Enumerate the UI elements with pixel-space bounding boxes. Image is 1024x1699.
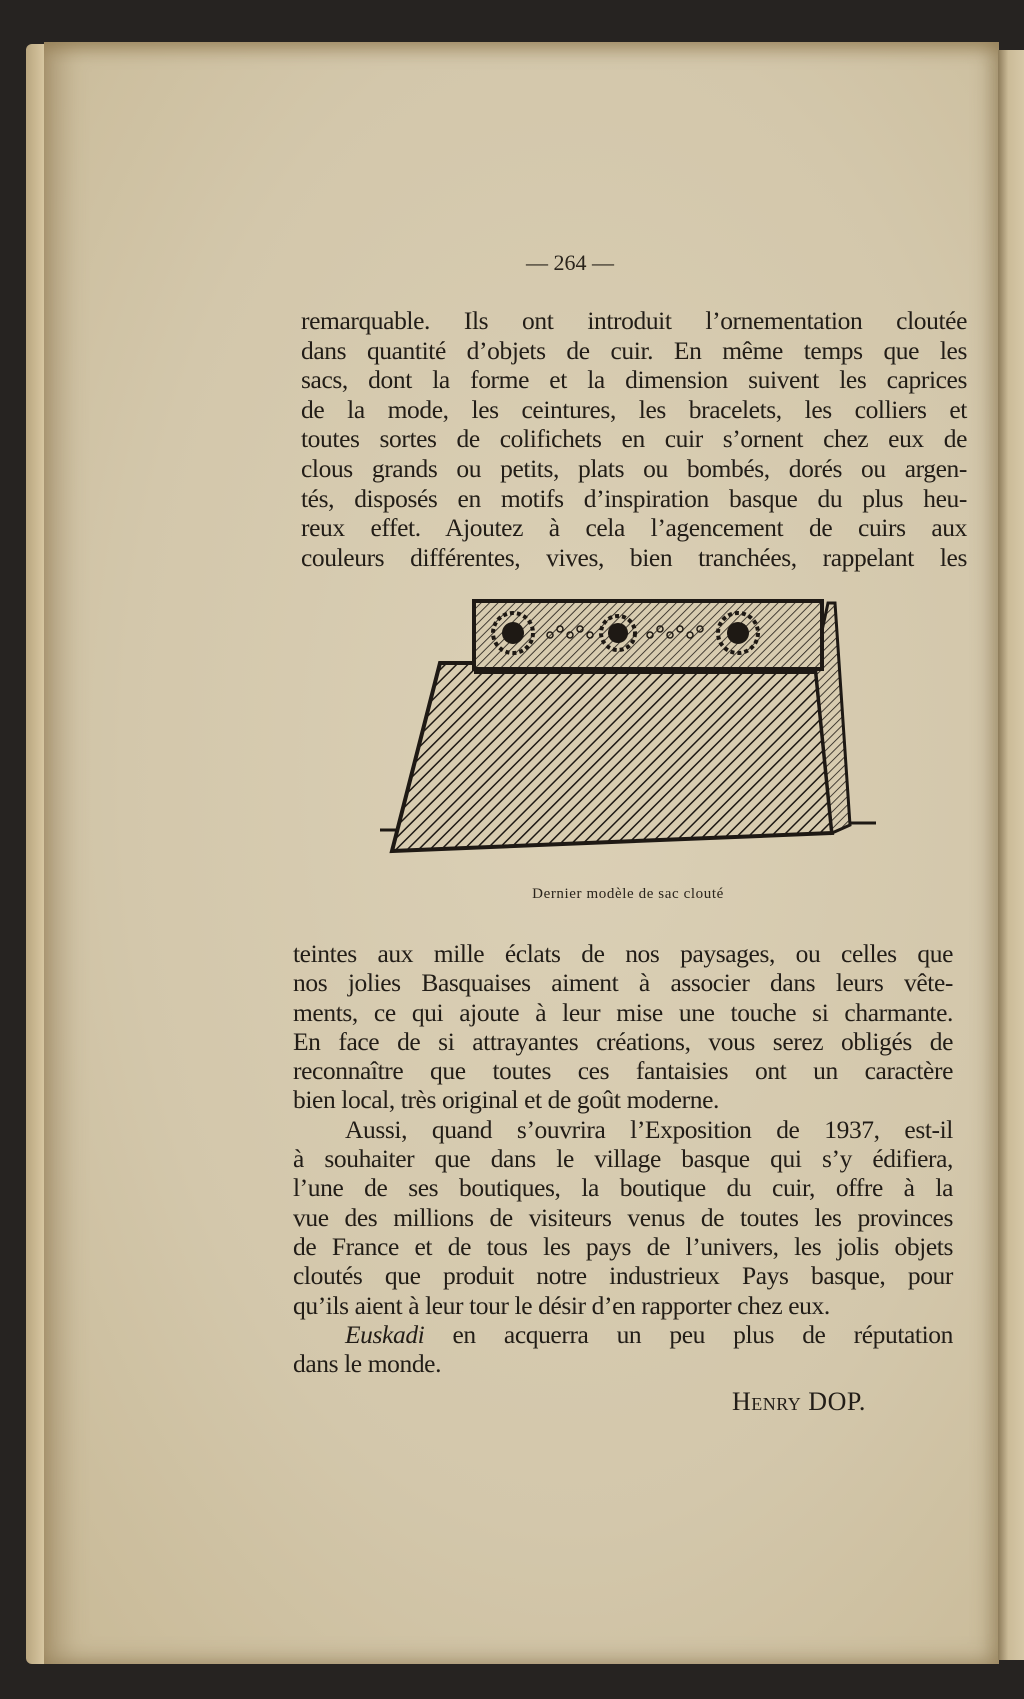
author-first-name: Henry [732, 1387, 802, 1416]
author-signature [732, 1387, 866, 1417]
text-line: reux effet. Ajoutez à cela l’agencement de cuirs aux [301, 513, 967, 543]
text-line: de France et de tous les pays de l’univers, les jolis objets [293, 1231, 953, 1261]
text-line: vue des millions de visiteurs venus de toutes les provinces [293, 1202, 953, 1232]
text-line: à souhaiter que dans le village basque qui s’y édifiera, [293, 1144, 953, 1174]
figure-caption: Dernier modèle de sac clouté [532, 886, 724, 902]
text-line: dans le monde. [293, 1349, 442, 1379]
author-last-name: DOP. [801, 1387, 866, 1416]
text-line: Aussi, quand s’ouvrira l’Exposition de 1937, est-il [345, 1114, 953, 1144]
text-line: En face de si attrayantes créations, vous serez obligés de [293, 1026, 953, 1056]
text-line: dans quantité d’objets de cuir. En même temps que les [301, 335, 967, 365]
page-number: — 264 — [526, 250, 614, 275]
text-line: teintes aux mille éclats de nos paysages, ou celles que [293, 939, 953, 968]
paragraph-1 [301, 306, 967, 572]
text-line: bien local, très original et de goût moderne. [293, 1085, 719, 1115]
text-line: couleurs différentes, vives, bien tranchées, rappelant les [301, 542, 967, 572]
text-line: remarquable. Ils ont introduit l’ornementation cloutée [301, 306, 967, 335]
text-line: ments, ce qui ajoute à leur mise une touche si charmante. [293, 997, 953, 1027]
italic-word: Euskadi [345, 1319, 425, 1349]
text-fragment: en acquerra un peu plus de réputation [424, 1319, 953, 1349]
text-line: tés, disposés en motifs d’inspiration basque du plus heu- [301, 483, 967, 513]
text-line: de la mode, les ceintures, les bracelets, les colliers et [301, 394, 967, 424]
text-line: reconnaître que toutes ces fantaisies ont un caractère [293, 1056, 953, 1086]
text-line [293, 1320, 953, 1349]
facing-page-edge [998, 50, 1024, 1660]
studded-bag-illustration [380, 593, 880, 863]
text-line: toutes sortes de colifichets en cuir s’ornent chez eux de [301, 424, 967, 454]
text-line: nos jolies Basquaises aiment à associer dans leurs vête- [293, 968, 953, 998]
text-line: sacs, dont la forme et la dimension suivent les caprices [301, 365, 967, 395]
text-line: l’une de ses boutiques, la boutique du cuir, offre à la [293, 1173, 953, 1203]
text-line: cloutés que produit notre industrieux Pays basque, pour [293, 1261, 953, 1291]
text-line: clous grands ou petits, plats ou bombés, dorés ou argen- [301, 453, 967, 483]
text-line: qu’ils aient à leur tour le désir d’en rapporter chez eux. [293, 1290, 830, 1320]
body-text-continued [293, 939, 953, 1378]
